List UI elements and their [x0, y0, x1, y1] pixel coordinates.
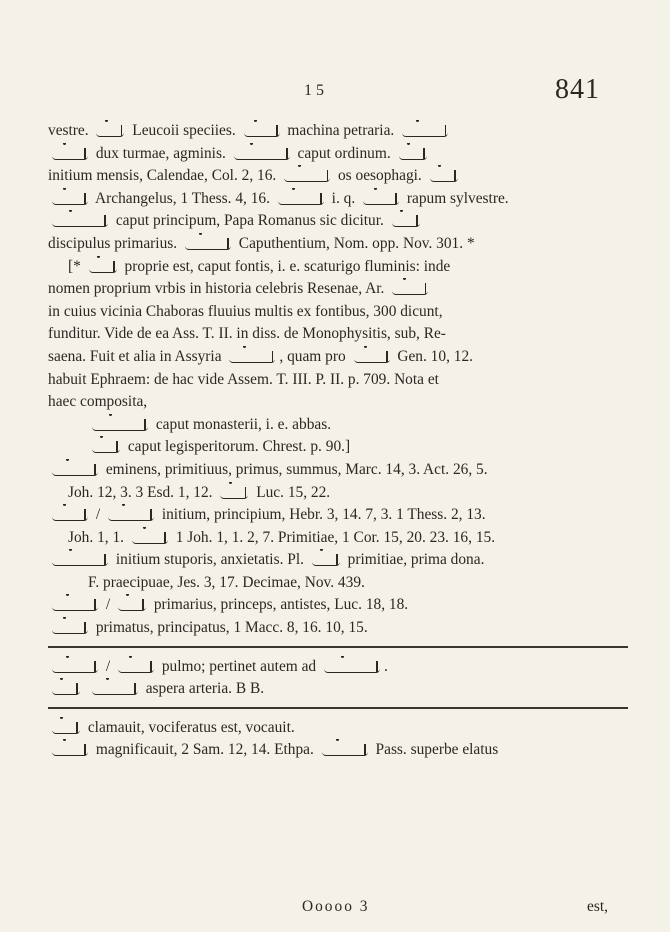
text-line: saena. Fuit et alia in Assyria , quam pro Gen. 10, 12.	[48, 347, 474, 365]
syriac-word-icon	[278, 190, 324, 205]
syriac-word-icon	[108, 506, 154, 521]
syriac-word-icon	[392, 212, 420, 227]
text-line: Joh. 12, 3. 3 Esd. 1, 12. Luc. 15, 22.	[68, 483, 331, 501]
syriac-word-icon	[354, 348, 390, 363]
syriac-word-icon	[92, 438, 120, 453]
syriac-word-icon	[312, 551, 340, 566]
syriac-word-icon	[52, 658, 98, 673]
syriac-word-icon	[363, 190, 399, 205]
text-line: funditur. Vide de ea Ass. T. II. in diss. de Monophysitis, sub, Re-	[48, 325, 446, 343]
syriac-word-icon	[399, 145, 427, 160]
lexicon-text	[48, 120, 628, 762]
syriac-word-icon	[402, 122, 448, 137]
text-line: haec composita,	[48, 393, 148, 411]
text-line: dux turmae, agminis. caput ordinum.	[48, 143, 628, 166]
syriac-word-icon	[52, 680, 80, 695]
syriac-word-icon	[52, 719, 80, 734]
syriac-word-icon	[52, 596, 98, 611]
text-line: initium mensis, Calendae, Col. 2, 16. os oesophagi.	[48, 165, 628, 188]
syriac-word-icon	[52, 619, 88, 634]
syriac-word-icon	[244, 122, 280, 137]
text-line: vestre. Leucoii speciies. machina petraria.	[48, 120, 628, 143]
syriac-word-icon	[52, 741, 88, 756]
text-line: caput monasterii, i. e. abbas.	[48, 414, 628, 437]
text-line: caput principum, Papa Romanus sic dicitur.	[48, 210, 628, 233]
syriac-word-icon	[52, 506, 88, 521]
text-line: primatus, principatus, 1 Macc. 8, 16. 10, 15.	[48, 617, 628, 640]
syriac-word-icon	[92, 680, 138, 695]
text-line: / primarius, princeps, antistes, Luc. 18, 18.	[48, 594, 628, 617]
syriac-word-icon	[322, 741, 368, 756]
text-line: F. praecipuae, Jes. 3, 17. Decimae, Nov. 439.	[88, 573, 365, 591]
text-line: in cuius vicinia Chaboras fluuius multis ex fontibus, 300 dicunt,	[48, 302, 443, 320]
text-line: discipulus primarius. Caputhentium, Nom. opp. Nov. 301. *	[48, 234, 475, 252]
syriac-word-icon	[118, 658, 154, 673]
syriac-word-icon	[392, 280, 428, 295]
syriac-word-icon	[52, 190, 88, 205]
syriac-word-icon	[52, 551, 108, 566]
syriac-word-icon	[229, 348, 275, 363]
head-mark: 1 5	[304, 82, 324, 99]
rule-separator	[48, 707, 628, 709]
syriac-word-icon	[118, 596, 146, 611]
syriac-word-icon	[92, 416, 148, 431]
text-line: habuit Ephraem: de hac vide Assem. T. III. P. II. p. 709. Nota et	[48, 370, 439, 388]
text-line: initium stuporis, anxietatis. Pl. primitiae, prima dona.	[48, 549, 628, 572]
catchword: est,	[587, 898, 608, 915]
text-line: magnificauit, 2 Sam. 12, 14. Ethpa. Pass. superbe elatus	[48, 739, 628, 762]
text-line: caput legisperitorum. Chrest. p. 90.]	[48, 436, 628, 459]
rule-separator	[48, 646, 628, 648]
syriac-word-icon	[324, 658, 380, 673]
syriac-word-icon	[52, 212, 108, 227]
running-head	[0, 74, 670, 108]
syriac-word-icon	[89, 258, 117, 273]
text-line: eminens, primitiuus, primus, summus, Marc. 14, 3. Act. 26, 5.	[48, 459, 628, 482]
syriac-word-icon	[96, 122, 124, 137]
syriac-word-icon	[220, 484, 248, 499]
text-line: Archangelus, 1 Thess. 4, 16. i. q. rapum sylvestre.	[48, 188, 628, 211]
syriac-word-icon	[52, 145, 88, 160]
text-line: clamauit, vociferatus est, vocauit.	[48, 717, 628, 740]
signature-mark: Ooooo 3	[302, 898, 370, 915]
text-line: aspera arteria. B B.	[48, 678, 628, 701]
syriac-word-icon	[52, 461, 98, 476]
syriac-word-icon	[185, 235, 231, 250]
text-line: / initium, principium, Hebr. 3, 14. 7, 3. 1 Thess. 2, 13.	[48, 504, 628, 527]
text-line: Joh. 1, 1. 1 Joh. 1, 1. 2, 7. Primitiae, 1 Cor. 15, 20. 23. 16, 15.	[68, 528, 496, 546]
text-line: [* proprie est, caput fontis, i. e. scaturigo fluminis: inde	[68, 257, 451, 275]
syriac-word-icon	[430, 167, 458, 182]
page-number: 841	[555, 74, 600, 105]
syriac-word-icon	[234, 145, 290, 160]
syriac-word-icon	[284, 167, 330, 182]
text-line: / pulmo; pertinet autem ad .	[48, 656, 628, 679]
syriac-word-icon	[132, 529, 168, 544]
text-line: nomen proprium vrbis in historia celebris Resenae, Ar.	[48, 278, 628, 301]
